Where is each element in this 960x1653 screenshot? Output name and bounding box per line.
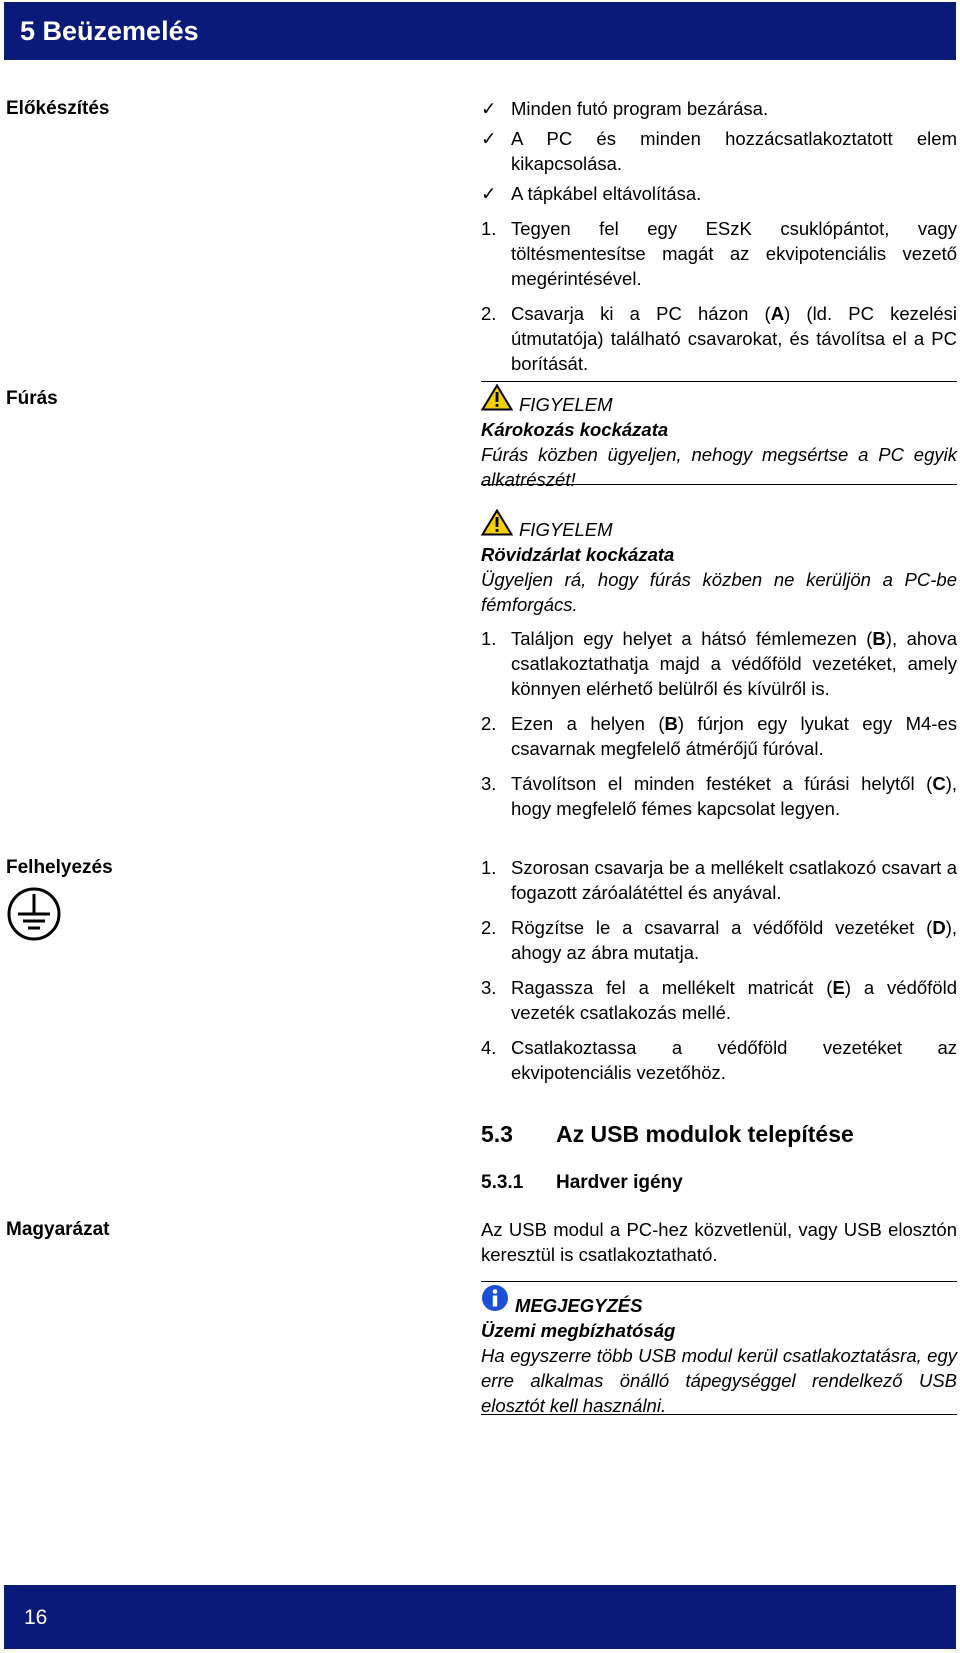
warning-triangle-icon (481, 384, 513, 417)
info-icon (481, 1284, 509, 1318)
divider (481, 1281, 957, 1282)
section-label-prep: Előkészítés (6, 98, 110, 119)
list-item: 1. Tegyen fel egy ESzK csuklópántot, vagy töltésmentesítse magát az ekvipotenciális vezető megérintésével. (481, 218, 957, 289)
list-item: 2. Csavarja ki a PC házon (A) (ld. PC kezelési útmutatója) található csavarokat, és távolítsa el a PC borítását. (481, 303, 957, 374)
warning-title: Rövidzárlat kockázata (481, 544, 675, 565)
chapter-header-bar (4, 2, 956, 60)
check-item: ✓ Minden futó program bezárása. (481, 98, 769, 119)
explanation-text: Az USB modul a PC-hez közvetlenül, vagy USB elosztón keresztül is csatlakoztatható. (481, 1219, 957, 1265)
chapter-title: 5 Beüzemelés (20, 16, 199, 46)
warning-triangle-icon (481, 509, 513, 542)
note-title: Üzemi megbízhatóság (481, 1320, 676, 1341)
warning-title: Károkozás kockázata (481, 419, 669, 440)
section-label-drill: Fúrás (6, 388, 58, 409)
warning-body: Ügyeljen rá, hogy fúrás közben ne kerüljön a PC-be fémforgács. (481, 569, 957, 615)
warning-label: FIGYELEM (519, 394, 613, 415)
list-item: 2. Ezen a helyen (B) fúrjon egy lyukat egy M4-es csavarnak megfelelő átmérőjű fúróval. (481, 713, 957, 759)
note-box (481, 1284, 957, 1418)
list-item: 2. Rögzítse le a csavarral a védőföld vezetéket (D), ahogy az ábra mutatja. (481, 917, 957, 963)
section-heading: 5.3 Az USB modulok telepítése (481, 1121, 854, 1147)
page-footer-bar (4, 1585, 956, 1649)
check-item: ✓ A PC és minden hozzácsatlakoztatott elem kikapcsolása. (481, 128, 957, 174)
ground-symbol-icon (6, 886, 62, 942)
drill-steps (481, 626, 957, 821)
warning-box (481, 384, 957, 492)
check-item: ✓ A tápkábel eltávolítása. (481, 183, 702, 204)
divider (481, 1414, 957, 1415)
checkmark-icon: ✓ (481, 128, 497, 149)
divider (481, 484, 957, 485)
list-item: 1. Találjon egy helyet a hátsó fémlemezen (B), ahova csatlakoztathatja majd a védőföld vezetéket, amely könnyen elérhető belülről és kívülről is. (481, 628, 957, 699)
subsection-heading: 5.3.1 Hardver igény (481, 1172, 683, 1193)
page-number: 16 (24, 1606, 48, 1629)
list-item: 1. Szorosan csavarja be a mellékelt csatlakozó csavart a fogazott záróalátéttel és anyával. (481, 857, 957, 903)
checkmark-icon: ✓ (481, 183, 497, 204)
list-item: 3. Ragassza fel a mellékelt matricát (E) a védőföld vezeték csatlakozás mellé. (481, 977, 957, 1023)
divider (481, 381, 957, 382)
mount-steps (481, 855, 957, 1085)
list-item: 3. Távolítson el minden festéket a fúrási helytől (C), hogy megfelelő fémes kapcsolat legyen. (481, 773, 957, 819)
checkmark-icon: ✓ (481, 98, 497, 119)
warning-body: Fúrás közben ügyeljen, nehogy megsértse a PC egyik alkatrészét! (481, 444, 957, 490)
note-body: Ha egyszerre több USB modul kerül csatlakoztatásra, egy erre alkalmas önálló tápegységgel rendelkező USB elosztót kell használni. (481, 1345, 957, 1416)
warning-label: FIGYELEM (519, 519, 613, 540)
note-label: MEGJEGYZÉS (515, 1295, 643, 1316)
list-item: 4. Csatlakoztassa a védőföld vezetéket az ekvipotenciális vezetőhöz. (481, 1037, 957, 1083)
section-label-mount: Felhelyezés (6, 857, 113, 878)
section-label-explanation: Magyarázat (6, 1219, 110, 1240)
warning-box (481, 509, 957, 617)
prep-list (481, 96, 957, 376)
